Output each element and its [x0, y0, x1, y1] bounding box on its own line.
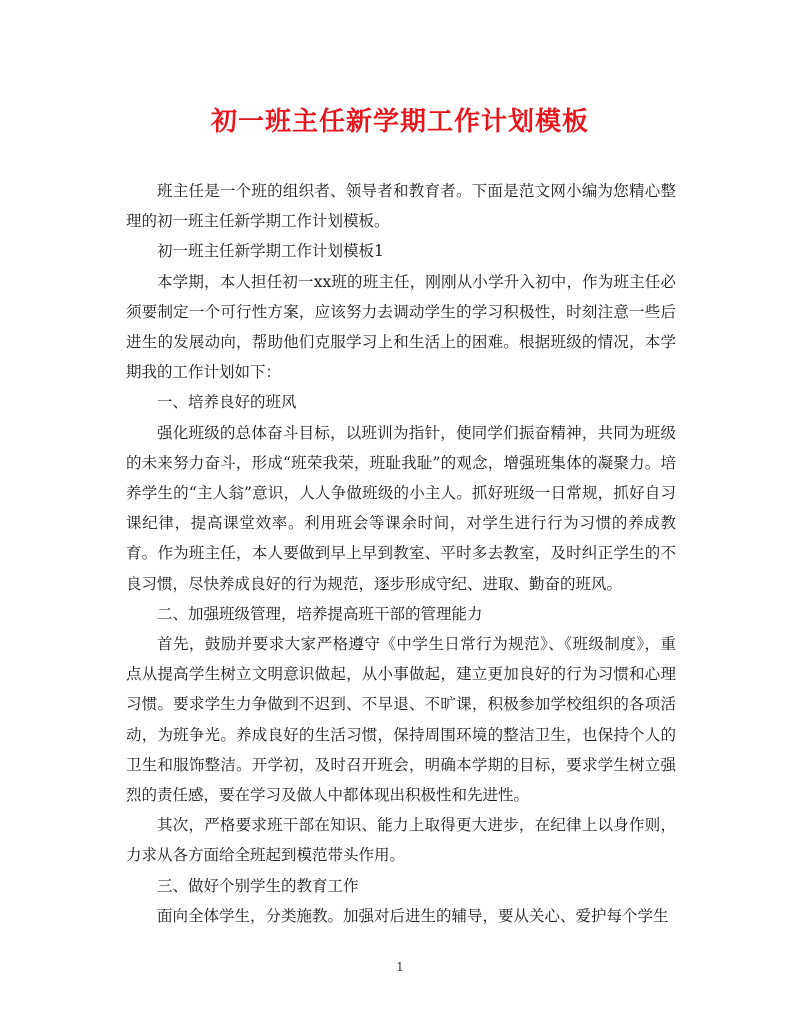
section-heading-2: 二、加强班级管理，培养提高班干部的管理能力 [157, 604, 483, 623]
paragraph-individual-students: 面向全体学生，分类施教。加强对后进生的辅导，要从关心、爱护每个学生 [157, 906, 669, 925]
paragraph-management-second: 其次，严格要求班干部在知识、能力上取得更大进步，在纪律上以身作则，力求从各方面给全班起到模范带头作用。 [126, 816, 676, 865]
section-heading-3: 三、做好个别学生的教育工作 [157, 876, 359, 895]
section-heading-1: 一、培养良好的班风 [157, 393, 297, 412]
paragraph-template-heading: 初一班主任新学期工作计划模板1 [157, 242, 384, 261]
paragraph-class-spirit: 强化班级的总体奋斗目标，以班训为指针，使同学们振奋精神，共同为班级的未来努力奋斗，形成“班荣我荣，班耻我耻”的观念，增强班集体的凝聚力。培养学生的“主人翁”意识，人人争做班级的小主人。抓好班级一日常规，抓好自习课纪律，提高课堂效率。利用班会等课余时间，对学生进行行为习惯的养成教育。作为班主任，本人要做到早上早到教室、平时多去教室，及时纠正学生的不良习惯，尽快养成良好的行为规范，逐步形成守纪、进取、勤奋的班风。 [126, 423, 676, 593]
paragraph-management-first: 首先，鼓励并要求大家严格遵守《中学生日常行为规范》、《班级制度》，重点从提高学生树立文明意识做起，从小事做起，建立更加良好的行为习惯和心理习惯。要求学生力争做到不迟到、不早退、不旷课，积极参加学校组织的各项活动，为班争光。养成良好的生活习惯，保持周围环境的整洁卫生，也保持个人的卫生和服饰整洁。开学初，及时召开班会，明确本学期的目标，要求学生树立强烈的责任感，要在学习及做人中都体现出积极性和先进性。 [126, 635, 676, 805]
page-number: 1 [396, 960, 404, 974]
document-title: 初一班主任新学期工作计划模板 [210, 107, 589, 137]
paragraph-intro: 班主任是一个班的组织者、领导者和教育者。下面是范文网小编为您精心整理的初一班主任新学期工作计划模板。 [126, 182, 676, 231]
paragraph-overview: 本学期，本人担任初一xx班的班主任，刚刚从小学升入初中，作为班主任必须要制定一个可行性方案，应该努力去调动学生的学习积极性，时刻注意一些后进生的发展动向，帮助他们克服学习上和生活上的困难。根据班级的情况，本学期我的工作计划如下： [126, 272, 676, 382]
document-body [126, 176, 676, 931]
